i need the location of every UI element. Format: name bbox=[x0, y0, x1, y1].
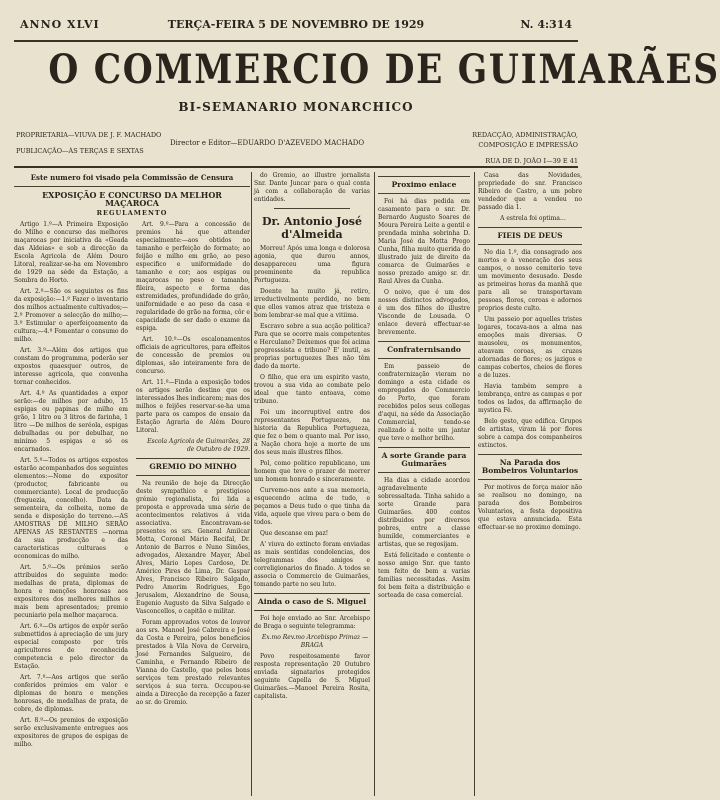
almeida-paragraph: O filho, que era um espirito vasto, trovou a sua vida ao combate pelo ideal que tanto entoava, como tribuno. bbox=[254, 374, 370, 405]
masthead-rule-bottom bbox=[14, 166, 578, 168]
article-paragraph: Art. 5.º—Os prémios serão attribuidos do seguinte modo: medalhas de prata, diplomas de honra e menções honrosas aos expositores dos melhores milhos e mais bem apresentados; premio pecuniario pela melhor maçaroca. bbox=[14, 564, 128, 619]
masthead-top-line bbox=[0, 18, 592, 38]
article-paragraph: Art. 2.º—São os seguintes os fins da exposição:—1.º Fazer o inventario dos milhos actualmente cultivados;—2.º Promover a selecção do milho;—3.º Estimular o aperfeiçoamento da cultura;—4.º Fomentar o consumo do milho. bbox=[14, 288, 128, 343]
almeida-paragraph: Que descanse em paz! bbox=[260, 530, 329, 537]
proprietaria-text: PROPRIETARIA—VIUVA DE J. F. MACHADO bbox=[16, 131, 162, 139]
confraternisando-paragraph: Em passeio de confraternização vieram no domingo a esta cidade os empregados do Commercio do Porto, que foram recebidos pelos seus collegas d'aqui, na séde da Associação Commercial, tendo-se realizado á noite um jantar que teve o melhor brilho. bbox=[378, 363, 470, 442]
regulamento-left bbox=[14, 221, 128, 752]
bombeiros-headline: Na Parada dos Bombeiros Voluntarios bbox=[478, 454, 582, 480]
column-exposicao bbox=[14, 172, 250, 796]
regulamento-signature: Escola Agricola de Guimarães, 28 de Outubro de 1929. bbox=[147, 438, 250, 453]
article-paragraph: Art. 10.º—Os escalonamentos officiais de agricultores, para effeitos de concessão de premios ou diplomas, são inteiramente fora de concurso. bbox=[136, 336, 250, 375]
article-paragraph: Art. 6.º—Os artigos de expôr serão submettidos á apreciação de um jury especial composto por três agricultores de reconhecida competencia e pelo director da Estação. bbox=[14, 623, 128, 670]
redaccao-text: REDACÇÃO, ADMINISTRAÇÃO, COMPOSIÇÃO E IMPRESSÃO bbox=[472, 131, 578, 149]
column-enlace bbox=[378, 172, 470, 796]
almeida-paragraph: A' viuva do extincto foram enviadas as mais sentidas condolencias, dos telegrammas dos amigos e correligionarios do finado. A todos se associa o Commercio de Guimarães, tomando parte no seu luto. bbox=[254, 541, 370, 588]
almeida-paragraph: Curvemo-nos ante a sua memoria, esquecendo acima de tudo, e peçamos a Deus tudo o que tinha da vida, aquele que viveu para o bem de todos. bbox=[254, 487, 370, 526]
article-paragraph: Art. 11.º—Finda a exposição todos os artigos serão destino que os interessados lhes indicarem; mas dos milhos e feijões reservar-se-ha uma parte para os campos de ensaio da Estação Agraria de Além Douro Litoral. bbox=[136, 379, 250, 434]
fieis-paragraph: Um passeio por aquelles tristes logares, tocava-nos a alma nas emoções mais diversas. O mausoleu, os monumentos, ateavam coroas, as cruzes adornadas de flores; os jazigos e campas cobertos, cheios de flores e de luzes. bbox=[478, 316, 582, 379]
regulamento-right bbox=[136, 221, 250, 752]
newspaper-subtitle: BI-SEMANARIO MONARCHICO bbox=[178, 100, 414, 114]
column-divider bbox=[374, 172, 375, 796]
bombeiros-paragraph: Por motivos de força maior não se realisou no domingo, na parada dos Bombeiros Voluntarios, a festa depositiva que estava annunciada. Esta effectuar-se no proximo domingo. bbox=[478, 484, 582, 531]
newspaper-title: O COMMERCIO DE GUIMARÃES bbox=[48, 46, 720, 93]
article-paragraph: Art. 4.º As quantidades a expor serão:—de milhos por adubo, 15 espigas ou papinas de milho em grão, 1 litro ou 3 litros de farinha, 1 litro —De milhos de seréola, espigas debulhadas ou por debulhar, no minimo 5 espigas e só os encarnados. bbox=[14, 390, 128, 453]
sorte-grande-paragraph: Está felicitado e contente o nosso amigo Snr. que tanto tem feito de bem a varias familias necessitadas. Assim foi bem feita a distribuição e sorteada de casa comercial. bbox=[378, 552, 470, 599]
sorte-grande-paragraph: Ha dias a cidade acordou agradavelmente sobressaltada. Tinha sahido a sorte Grande para Guimarães. 400 contos distribuidos por diversos pobres, entre a classe humilde, commerciantes e artistas, que se regosijam. bbox=[378, 477, 470, 548]
article-paragraph: Art. 3.º—Além dos artigos que constam do programma, poderão ser expostos quaesquer outros, de interesse agricola, que convenha tornar conhecidos. bbox=[14, 347, 128, 386]
fieis-paragraph: Havia também sempre a lembrança, entre as campas e por todos os lados, da affirmação de mystica Fé. bbox=[478, 383, 582, 414]
almeida-headline: Dr. Antonio José d'Almeida bbox=[261, 215, 362, 241]
article-paragraph: Art. 7.º—Aos artigos que serão conferidos prémios em valor e diplomas de honra e menções honrosas, de medalhas de prata, de cobre, de diplomas. bbox=[14, 674, 128, 713]
publicacao-text: PUBLICAÇÃO—ÀS TERÇAS E SEXTAS bbox=[16, 147, 144, 155]
almeida-paragraph: Foi um incorruptivel entre dos representantes Portuguezes, na historia da Republica Portugueza, que fez o bem o quanto mal. Por isso, a Nação chora hoje a morte de um dos seus mais illustres filhos. bbox=[254, 409, 370, 456]
sorte-grande-headline: A sorte Grande para Guimarães bbox=[378, 447, 470, 473]
director-text: Director e Editor—EDUARDO D'AZEVEDO MACHADO bbox=[170, 139, 365, 147]
gremio-paragraph: Na reunião de hoje da Direcção deste sympathico e prestigioso grémio regionalista, foi lida a proposta e approvada uma série de acontecimentos relativos á vida associativa. Encontravam-se presentes os srs. General Amilcar Motta, Coronel Mário Recifal, Dr. Antonio de Barros e Nuno Simões, advogados, Alexandre Mayer, Abel Alves, Mário Lopes Cardoso, Dr. Américo Pires de Lima, Dr. Gaspar Alves, Francisco Ribeiro Salgado, Pedro Amorim Rodrigues, Ego Jerusalem, Alexandrino de Sousa, Eugenio Augusto da Silva Salgado e Vasconcellos, o capitão e militar. bbox=[136, 480, 250, 615]
fieis-paragraph: Belo gesto, que edifica. Grupos de artistas, viram lá por flores sobre a campa dos companheiros extinctos. bbox=[478, 418, 582, 449]
column-divider bbox=[251, 172, 252, 796]
article-paragraph: Art. 8.º—Os premios de exposição serão exclusivamente entregues aos expositores de grupos de espigas de milho. bbox=[14, 717, 128, 748]
address-text: RUA DE D. JOÃO I—39 E 41 bbox=[485, 157, 578, 165]
regulamento-heading: REGULAMENTO bbox=[96, 209, 168, 217]
column-almeida bbox=[254, 172, 370, 796]
enlace-paragraph: Foi há dias pedida em casamento para o snr. Dr. Bernardo Augusto Soares de Moura Pereira Leite a gentil e prendada minha sobrinha D. Maria José da Motta Prego Cunha, filha muito querida do illustrado juiz de direito da comarca de Guimarães e nosso prezado amigo sr. dr. Raul Alves da Cunha. bbox=[378, 198, 470, 285]
sao-miguel-addressee: Ex.mo Rev.mo Arcebispo Primaz — BRAGA bbox=[261, 634, 369, 649]
masthead-left-info bbox=[16, 130, 161, 156]
almeida-paragraph: Morreu! Após uma longa e dolorosa agonia, que durou annos, desappareceu uma figura proeminente da republica Portugueza. bbox=[254, 245, 370, 284]
gremio-headline: GREMIO DO MINHO bbox=[136, 458, 250, 476]
almeida-paragraph: Pol, como politico republicano, um homem que teve o prazer de morrer um homem honrado e sinceramente. bbox=[254, 460, 370, 483]
enlace-paragraph: O noivo, que é um dos nossos distinctos advogados, é um dos filhos do illustre Visconde de Lousada. O enlace deverá effectuar-se brevemente. bbox=[378, 289, 470, 336]
sao-miguel-paragraph: Foi hoje enviado ao Snr. Arcebispo de Braga o seguinte telegramma: bbox=[254, 615, 370, 630]
article-paragraph: Artigo 1.º—A Primeira Exposição do Milho e concurso das melhores maçarocas por iniciativa da «Geada das Aldeias» e sob a direcção da Escola Agricola de Além Douro Litoral, realizar-se-ha em Novembro de 1929 na séde da Estação, a Sombra do Horto. bbox=[14, 221, 128, 284]
issue-date: TERÇA-FEIRA 5 DE NOVEMBRO DE 1929 bbox=[167, 18, 425, 31]
article-paragraph: Art. 5.º—Todos os artigos expostos estarão acompanhados dos seguintes elementos:—Nome do expositor (productor, fabricante ou commerciante). Local de producção (freguezia, concelho). Data da sementeira, da colheita, nome de senda e disposição do terreno.—AS AMOSTRAS DE MILHO SERÃO APENAS AS RESTANTES —norma da sua producção e das caracteristicas culturaes e economicas do milho. bbox=[14, 457, 128, 560]
fieis-paragraph: No dia 1.º, dia consagrado aos mortos e à veneração dos seus campos, o nosso cemiterio teve um movimento desusado. Desde as primeiras horas da manhã que para ali se transportavam pessoas, flores, coroas e adornos proprios deste culto. bbox=[478, 249, 582, 312]
issue-number: N. 4:314 bbox=[520, 18, 572, 31]
regulamento-body bbox=[14, 221, 250, 752]
sorte-continuation: Casa das Novidades, propriedade do snr. Francisco Ribeiro de Castro, a um pobre vendedor que a vendeu no passado dia 1. bbox=[478, 172, 582, 211]
almeida-paragraph: Escravo sobre a sua acção politica? Para que se ocorre mais competentes e Herculano? Deixemos que foi acima progresssista e tribuno? E' inutil, as proprias portuguezes lhes não têm dado da morte. bbox=[254, 323, 370, 370]
confraternisando-headline: Confraternisando bbox=[378, 341, 470, 359]
gremio-continuation: do Gremio, ao illustre jornalista Snr. Dante Juncar para o qual conta já com a collaboração de varias entidades. bbox=[254, 172, 370, 203]
column-divider bbox=[474, 172, 475, 796]
sorte-continuation-end: A estrela foi optima… bbox=[500, 215, 566, 222]
censorship-notice: Este numero foi visado pela Commissão de Censura bbox=[14, 172, 250, 187]
article-paragraph: Art. 9.º—Para a concessão de premios há que attender especialmente:—aos obtidos no tamanho e perfeição do formato; ao feijão e milho em grão, ao peso especifico e uniformidade do tamanho e cor; aos espigas ou maçarocas no peso e tamanho, fileira, aspecto e forma das extremidades, profundidade do grão, uniformidade e ao peso da casa e regularidade do grão na forma, côr e capacidade de ser dado o exame da espiga. bbox=[136, 221, 250, 332]
almeida-paragraph: Doente ha muito já, retiro, irreductivelmente perdido, no bem que ellos vamos atraz que tristeza e bom lembrar-se mal que a vitiima. bbox=[254, 288, 370, 319]
column-fieis bbox=[478, 172, 582, 796]
fieis-headline: FIEIS DE DEUS bbox=[478, 227, 582, 245]
separator bbox=[274, 208, 350, 209]
sao-miguel-headline: Ainda o caso de S. Miguel bbox=[254, 593, 370, 611]
sao-miguel-paragraph: Povo respeitosamente favor resposta representação 20 Outubro enviada signatarios protegidos seguinte Capella de S. Miguel Guimarães.—Manoel Pereira Rosita, capitalista. bbox=[254, 653, 370, 700]
enlace-headline: Proximo enlace bbox=[378, 176, 470, 194]
exposicao-headline: EXPOSIÇÃO E CONCURSO DA MELHOR MAÇAROCA bbox=[42, 190, 222, 208]
volume-number: ANNO XLVI bbox=[20, 18, 100, 31]
masthead-right-info bbox=[428, 130, 578, 166]
gremio-paragraph: Foram approvados votos de louvor aos srs. Manoel José Cabreira e José da Costa e Pereira, pelos beneficios prestados à Vila Nova de Cerveira, José Fernandes Salgueiro, de Caminha, e Fernando Ribeiro de Vianna do Castello, que pelos bons serviços tem prestado relevantes serviços á sua terra. Occupou-se ainda a Direcção da recepção a fazer ao sr. do Gremio. bbox=[136, 619, 250, 706]
